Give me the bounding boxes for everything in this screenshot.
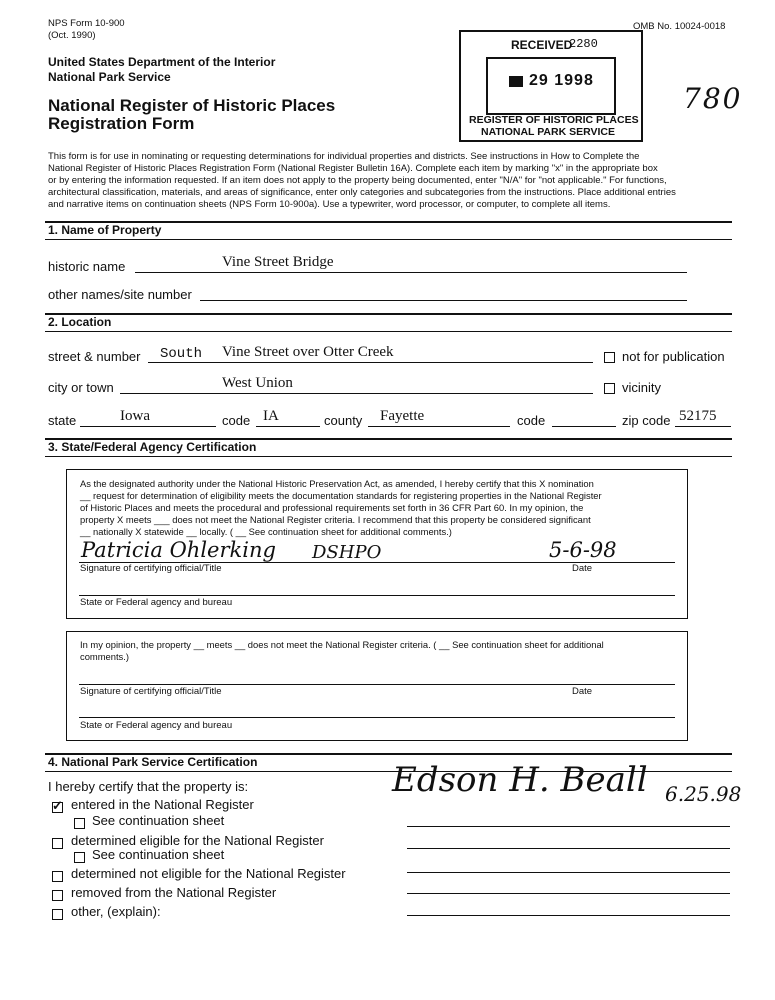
cert-line: property X meets ___ does not meet the National Register criteria. I recommend that this property be considered significant bbox=[80, 514, 591, 525]
other-checkbox[interactable] bbox=[52, 909, 63, 920]
see-continuation-label: See continuation sheet bbox=[92, 847, 225, 862]
state-label: state bbox=[48, 413, 77, 428]
state-code-label: code bbox=[222, 413, 251, 428]
county-label: county bbox=[324, 413, 363, 428]
other-names-label: other names/site number bbox=[48, 287, 192, 302]
agency-line bbox=[79, 595, 675, 596]
zip-label: zip code bbox=[622, 413, 671, 428]
eligible-checkbox[interactable] bbox=[52, 838, 63, 849]
street-value-prefix[interactable]: South bbox=[160, 346, 203, 362]
historic-name-value[interactable]: Vine Street Bridge bbox=[222, 254, 334, 270]
vicinity-checkbox[interactable] bbox=[604, 383, 615, 394]
date-label: Date bbox=[572, 563, 593, 574]
state-signature-date: 5-6-98 bbox=[549, 538, 617, 562]
stamp-received-label: RECEIVED bbox=[511, 38, 573, 52]
state-code-line bbox=[256, 426, 320, 427]
stamp-date: 29 1998 bbox=[529, 72, 594, 89]
page-title: National Register of Historic Places bbox=[48, 96, 336, 115]
city-line bbox=[120, 393, 593, 394]
received-stamp bbox=[459, 30, 643, 142]
removed-label: removed from the National Register bbox=[71, 885, 277, 900]
not-eligible-checkbox[interactable] bbox=[52, 871, 63, 882]
signature-line bbox=[407, 893, 730, 894]
section-rule bbox=[45, 313, 732, 315]
state-value[interactable]: Iowa bbox=[120, 408, 150, 424]
signature-line bbox=[407, 872, 730, 873]
stamp-month-mark bbox=[509, 76, 523, 87]
keeper-signature: Edson H. Beall bbox=[392, 760, 648, 800]
city-value[interactable]: West Union bbox=[222, 375, 293, 391]
county-value[interactable]: Fayette bbox=[380, 408, 425, 424]
entered-label: entered in the National Register bbox=[71, 797, 254, 812]
other-names-line bbox=[200, 300, 687, 301]
agency-label: State or Federal agency and bureau bbox=[80, 720, 233, 731]
see-continuation-checkbox[interactable] bbox=[74, 818, 85, 829]
instructions-line: This form is for use in nominating or requesting determinations for individual properties and districts. See instructions in How to Complete the bbox=[48, 151, 640, 162]
date-label: Date bbox=[572, 686, 593, 697]
state-code-value[interactable]: IA bbox=[263, 408, 279, 424]
county-line bbox=[368, 426, 510, 427]
form-date: (Oct. 1990) bbox=[48, 30, 96, 41]
agency-label: State or Federal agency and bureau bbox=[80, 597, 233, 608]
check-mark-icon: ✓ bbox=[52, 798, 63, 813]
keeper-signature-date: 6.25.98 bbox=[665, 782, 742, 806]
department: United States Department of the Interior bbox=[48, 55, 276, 69]
see-continuation-label: See continuation sheet bbox=[92, 813, 225, 828]
certify-statement: I hereby certify that the property is: bbox=[48, 779, 249, 794]
city-label: city or town bbox=[48, 380, 114, 395]
instructions-line: architectural classification, materials, and areas of significance, enter only categories and subcategories from the instructions. Place additional entries bbox=[48, 187, 676, 198]
signature-line bbox=[407, 826, 730, 827]
street-line bbox=[148, 362, 593, 363]
not-for-publication-checkbox[interactable] bbox=[604, 352, 615, 363]
section-rule bbox=[45, 239, 732, 240]
street-value[interactable]: Vine Street over Otter Creek bbox=[222, 344, 394, 360]
signature-label: Signature of certifying official/Title bbox=[80, 563, 222, 574]
stamp-received-number: 2280 bbox=[569, 37, 598, 51]
section-rule bbox=[45, 456, 732, 457]
not-eligible-label: determined not eligible for the National Register bbox=[71, 866, 346, 881]
zip-value[interactable]: 52175 bbox=[679, 408, 717, 424]
stamp-org-line1: REGISTER OF HISTORIC PLACES bbox=[469, 114, 639, 126]
historic-name-label: historic name bbox=[48, 259, 126, 274]
page-subtitle: Registration Form bbox=[48, 114, 195, 133]
omb-number: OMB No. 10024-0018 bbox=[633, 21, 726, 32]
section4-heading: 4. National Park Service Certification bbox=[48, 755, 258, 769]
removed-checkbox[interactable] bbox=[52, 890, 63, 901]
signature-label: Signature of certifying official/Title bbox=[80, 686, 222, 697]
handwritten-number: 780 bbox=[683, 82, 743, 115]
state-official-title: DSHPO bbox=[312, 542, 382, 563]
county-code-line bbox=[552, 426, 616, 427]
county-code-label: code bbox=[517, 413, 546, 428]
opinion-line: comments.) bbox=[80, 651, 129, 662]
opinion-line: In my opinion, the property __ meets __ does not meet the National Register criteria. ( __ See continuation sheet for additional bbox=[80, 639, 604, 650]
state-official-signature: Patricia Ohlerking bbox=[81, 538, 276, 562]
state-line bbox=[80, 426, 216, 427]
signature-line bbox=[79, 684, 675, 685]
signature-line bbox=[407, 915, 730, 916]
instructions-line: and narrative items on continuation sheets (NPS Form 10-900a). Use a typewriter, word processor, or computer, to complete all items. bbox=[48, 199, 611, 210]
zip-line bbox=[675, 426, 731, 427]
cert-line: __ nationally X statewide __ locally. ( __ See continuation sheet for additional comments.) bbox=[80, 526, 452, 537]
agency-line bbox=[79, 717, 675, 718]
street-label: street & number bbox=[48, 349, 141, 364]
other-label: other, (explain): bbox=[71, 904, 161, 919]
instructions-line: National Register of Historic Places Registration Form (National Register Bulletin 16A). Complete each item by marking "x" in the appropriate box bbox=[48, 163, 658, 174]
section3-heading: 3. State/Federal Agency Certification bbox=[48, 440, 257, 454]
section2-heading: 2. Location bbox=[48, 315, 112, 329]
signature-line bbox=[407, 848, 730, 849]
stamp-org-line2: NATIONAL PARK SERVICE bbox=[481, 126, 615, 138]
state-certification-box bbox=[66, 469, 688, 619]
see-continuation-checkbox[interactable] bbox=[74, 852, 85, 863]
instructions-line: or by entering the information requested. If an item does not apply to the property being documented, enter "N/A" for "not applicable." For functions, bbox=[48, 175, 667, 186]
form-number: NPS Form 10-900 bbox=[48, 18, 125, 29]
entered-checkbox[interactable] bbox=[52, 798, 63, 813]
section1-heading: 1. Name of Property bbox=[48, 223, 162, 237]
cert-line: __ request for determination of eligibility meets the documentation standards for registering properties in the National Register bbox=[80, 490, 602, 501]
not-for-publication-label: not for publication bbox=[622, 349, 725, 364]
cert-line: of Historic Places and meets the procedural and professional requirements set forth in 36 CFR Part 60. In my opinion, the bbox=[80, 502, 584, 513]
historic-name-line bbox=[135, 272, 687, 273]
section-rule bbox=[45, 331, 732, 332]
cert-line: As the designated authority under the National Historic Preservation Act, as amended, I hereby certify that this X nomination bbox=[80, 478, 594, 489]
opinion-box bbox=[66, 631, 688, 741]
vicinity-label: vicinity bbox=[622, 380, 662, 395]
service: National Park Service bbox=[48, 70, 171, 84]
eligible-label: determined eligible for the National Register bbox=[71, 833, 324, 848]
